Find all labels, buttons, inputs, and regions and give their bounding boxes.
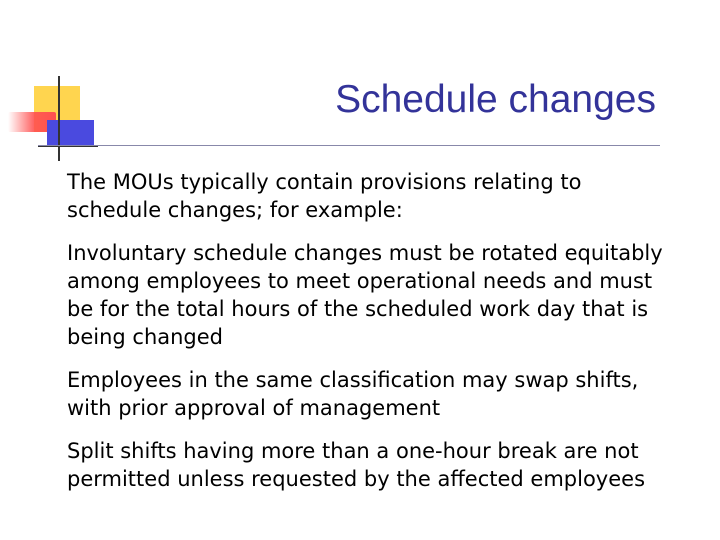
logo-blue-square [47, 120, 94, 146]
logo-vertical-line [58, 76, 60, 161]
title-divider [38, 145, 660, 146]
slide-body [67, 168, 677, 508]
paragraph-swap-shifts: Employees in the same classification may swap shifts, with prior approval of management [67, 368, 639, 420]
paragraph-split-shifts: Split shifts having more than a one-hour break are not permitted unless requested by the affected employees [67, 439, 646, 491]
paragraph-involuntary-changes: Involuntary schedule changes must be rotated equitably among employees to meet operational needs and must be for the total hours of the scheduled work day that is being changed [67, 241, 663, 349]
paragraph-intro: The MOUs typically contain provisions relating to schedule changes; for example: [67, 170, 582, 222]
slide-title: Schedule changes [335, 78, 656, 121]
